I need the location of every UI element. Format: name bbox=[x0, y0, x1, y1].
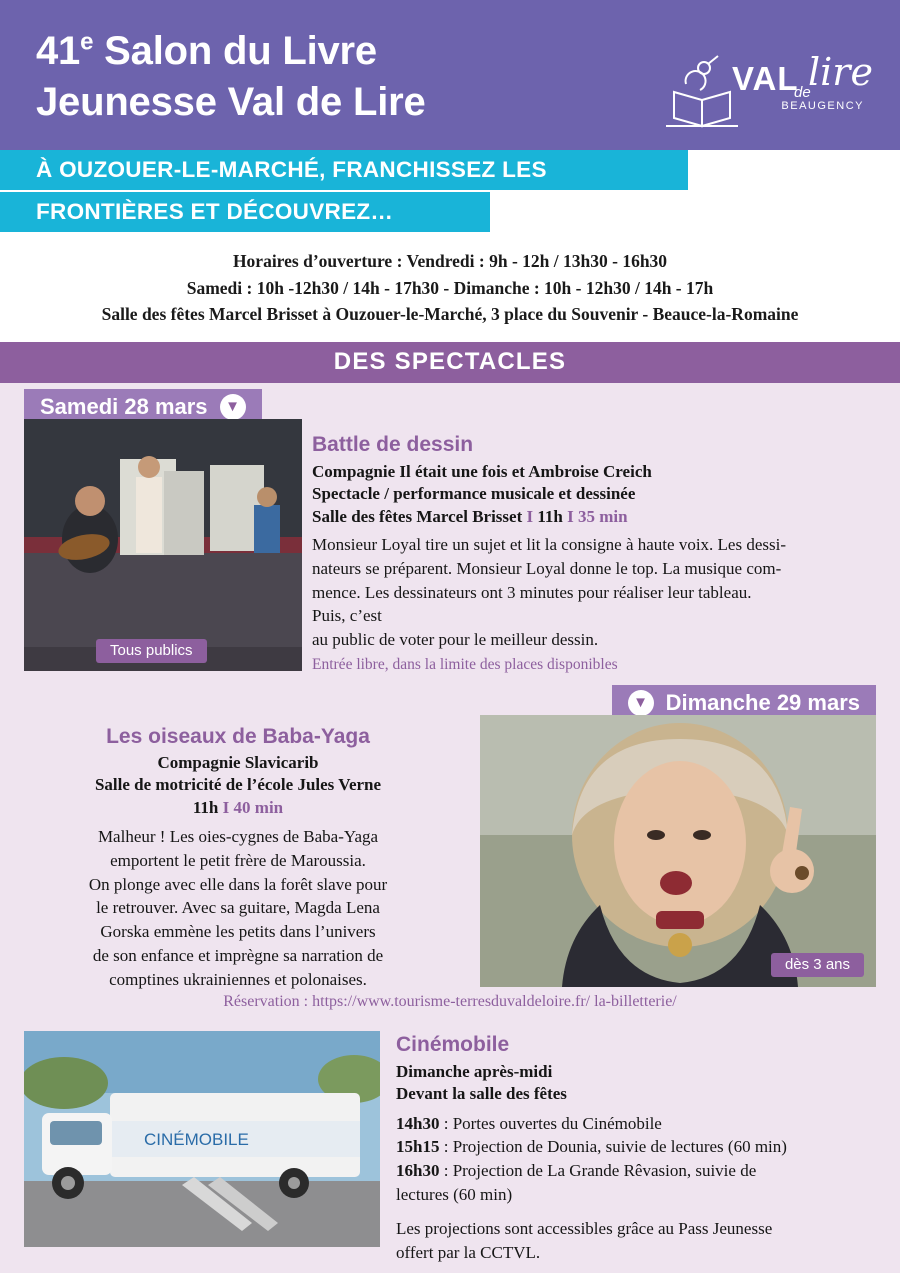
event2-desc-line-4: le retrouver. Avec sa guitare, Magda Lena bbox=[96, 898, 380, 918]
event2-desc-line-5: Gorska emmène les petits dans l’univers bbox=[100, 922, 376, 942]
event2-description bbox=[28, 825, 448, 992]
event3-footer bbox=[396, 1217, 884, 1265]
event2-age-badge: dès 3 ans bbox=[771, 953, 864, 977]
event2-venue: Salle de motricité de l’école Jules Verne bbox=[94, 775, 382, 795]
event2-duration: 40 min bbox=[233, 797, 284, 817]
title-line1-rest: Salon du Livre bbox=[93, 29, 377, 73]
event3-text-1: : Portes ouvertes du Cinémobile bbox=[439, 1113, 662, 1133]
event3-schedule bbox=[396, 1112, 884, 1207]
event1-company: Compagnie Il était une fois et Ambroise Creich bbox=[312, 461, 652, 481]
event3-time-3: 16h30 bbox=[396, 1161, 440, 1181]
event3-details bbox=[396, 1033, 884, 1265]
event3-schedule-row bbox=[396, 1112, 884, 1136]
logo-de-text: de bbox=[794, 84, 811, 101]
val-de-lire-logo bbox=[656, 48, 873, 134]
event3-day: Dimanche après-midi bbox=[396, 1061, 553, 1081]
event1-type: Spectacle / performance musicale et dessinée bbox=[312, 484, 636, 504]
event3-text-3: : Projection de La Grande Rêvasion, suivie de bbox=[439, 1161, 757, 1181]
event1-audience-badge: Tous publics bbox=[96, 639, 207, 663]
event2-photo bbox=[480, 715, 876, 987]
event2-desc-line-7: comptines ukrainiennes et polonaises. bbox=[109, 969, 367, 989]
event3-time-2: 15h15 bbox=[396, 1137, 440, 1157]
title-superscript: e bbox=[80, 28, 94, 56]
event2-desc-line-2: emportent le petit frère de Maroussia. bbox=[110, 850, 366, 870]
logo-lire-text: lire bbox=[808, 50, 873, 94]
logo-subtitle: BEAUGENCY bbox=[781, 100, 864, 112]
event2-desc-line-6: de son enfance et imprègne sa narration de bbox=[92, 946, 384, 966]
event3-schedule-continuation: lectures (60 min) bbox=[396, 1185, 513, 1205]
chevron-down-icon: ▼ bbox=[628, 690, 654, 716]
event1-desc-line-5: au public de voter pour le meilleur dessin. bbox=[312, 630, 599, 650]
event2-sep: I bbox=[222, 797, 230, 817]
title-line2: Jeunesse Val de Lire bbox=[36, 80, 426, 125]
event2-title: Les oiseaux de Baba-Yaga bbox=[106, 724, 370, 748]
event1-description bbox=[312, 533, 878, 652]
event3-photo bbox=[24, 1031, 380, 1247]
event1-photo bbox=[24, 419, 302, 671]
event1-sep-2: I bbox=[567, 506, 574, 526]
event3-place: Devant la salle des fêtes bbox=[396, 1084, 567, 1104]
hours-line-2: Samedi : 10h -12h30 / 14h - 17h30 - Dimanche : 10h - 12h30 / 14h - 17h bbox=[186, 277, 714, 298]
event2-reservation-link[interactable]: Réservation : https://www.tourisme-terresduvaldeloire.fr/ la-billetterie/ bbox=[223, 992, 677, 1010]
event1-free-entry-note: Entrée libre, dans la limite des places disponibles bbox=[312, 656, 618, 674]
event2-desc-line-3: On plonge avec elle dans la forêt slave pour bbox=[88, 874, 388, 894]
event3-footer-line-1: Les projections sont accessibles grâce au Pass Jeunesse bbox=[396, 1218, 773, 1238]
event3-schedule-row bbox=[396, 1159, 884, 1183]
opening-hours-block bbox=[0, 234, 900, 342]
section-title-spectacles: DES SPECTACLES bbox=[0, 342, 900, 383]
title-number: 41 bbox=[36, 29, 81, 73]
event1-desc-line-1: Monsieur Loyal tire un sujet et lit la consigne à haute voix. Les dessi- bbox=[312, 535, 786, 555]
event1-duration: 35 min bbox=[578, 506, 628, 526]
svg-text:CINÉMOBILE: CINÉMOBILE bbox=[144, 1129, 249, 1149]
venue-address: Salle des fêtes Marcel Brisset à Ouzouer-le-Marché, 3 place du Souvenir - Beauce-la-Romaine bbox=[101, 304, 799, 325]
event1-sep-1: I bbox=[526, 506, 534, 526]
event3-time-1: 14h30 bbox=[396, 1113, 440, 1133]
event1-desc-line-2: nateurs se préparent. Monsieur Loyal donne le top. La musique com- bbox=[312, 558, 782, 578]
event2-time: 11h bbox=[192, 797, 219, 817]
event1-details bbox=[312, 433, 878, 674]
event1-time: 11h bbox=[537, 506, 563, 526]
event2-company: Compagnie Slavicarib bbox=[157, 752, 319, 772]
event3-text-2: : Projection de Dounia, suivie de lectures (60 min) bbox=[439, 1137, 787, 1157]
event1-desc-line-3: mence. Les dessinateurs ont 3 minutes pour réaliser leur tableau. bbox=[312, 582, 752, 602]
subtitle-banner bbox=[0, 150, 900, 234]
event2-desc-line-1: Malheur ! Les oies-cygnes de Baba-Yaga bbox=[97, 827, 379, 847]
event2-day-label: Dimanche 29 mars bbox=[665, 689, 860, 715]
event3-footer-line-2: offert par la CCTVL. bbox=[396, 1242, 541, 1262]
chevron-down-icon: ▼ bbox=[220, 394, 246, 420]
event1-day-label: Samedi 28 mars bbox=[40, 393, 208, 419]
event1-venue-line bbox=[312, 506, 878, 528]
event3-schedule-row bbox=[396, 1135, 884, 1159]
banner-line-2: FRONTIÈRES ET DÉCOUVREZ… bbox=[0, 192, 490, 232]
event2-time-line bbox=[28, 797, 448, 819]
event1-title: Battle de dessin bbox=[312, 432, 474, 456]
event1-desc-line-4: Puis, c’est bbox=[312, 606, 382, 626]
poster-header bbox=[0, 0, 900, 150]
logo-val-text: VAL bbox=[732, 60, 799, 97]
hours-line-1: Horaires d’ouverture : Vendredi : 9h - 12h / 13h30 - 16h30 bbox=[232, 251, 668, 271]
event2-details bbox=[28, 725, 448, 992]
event3-title: Cinémobile bbox=[396, 1032, 510, 1056]
event1-venue: Salle des fêtes Marcel Brisset bbox=[312, 506, 523, 526]
banner-line-1: À OUZOUER-LE-MARCHÉ, FRANCHISSEZ LES bbox=[0, 150, 688, 190]
